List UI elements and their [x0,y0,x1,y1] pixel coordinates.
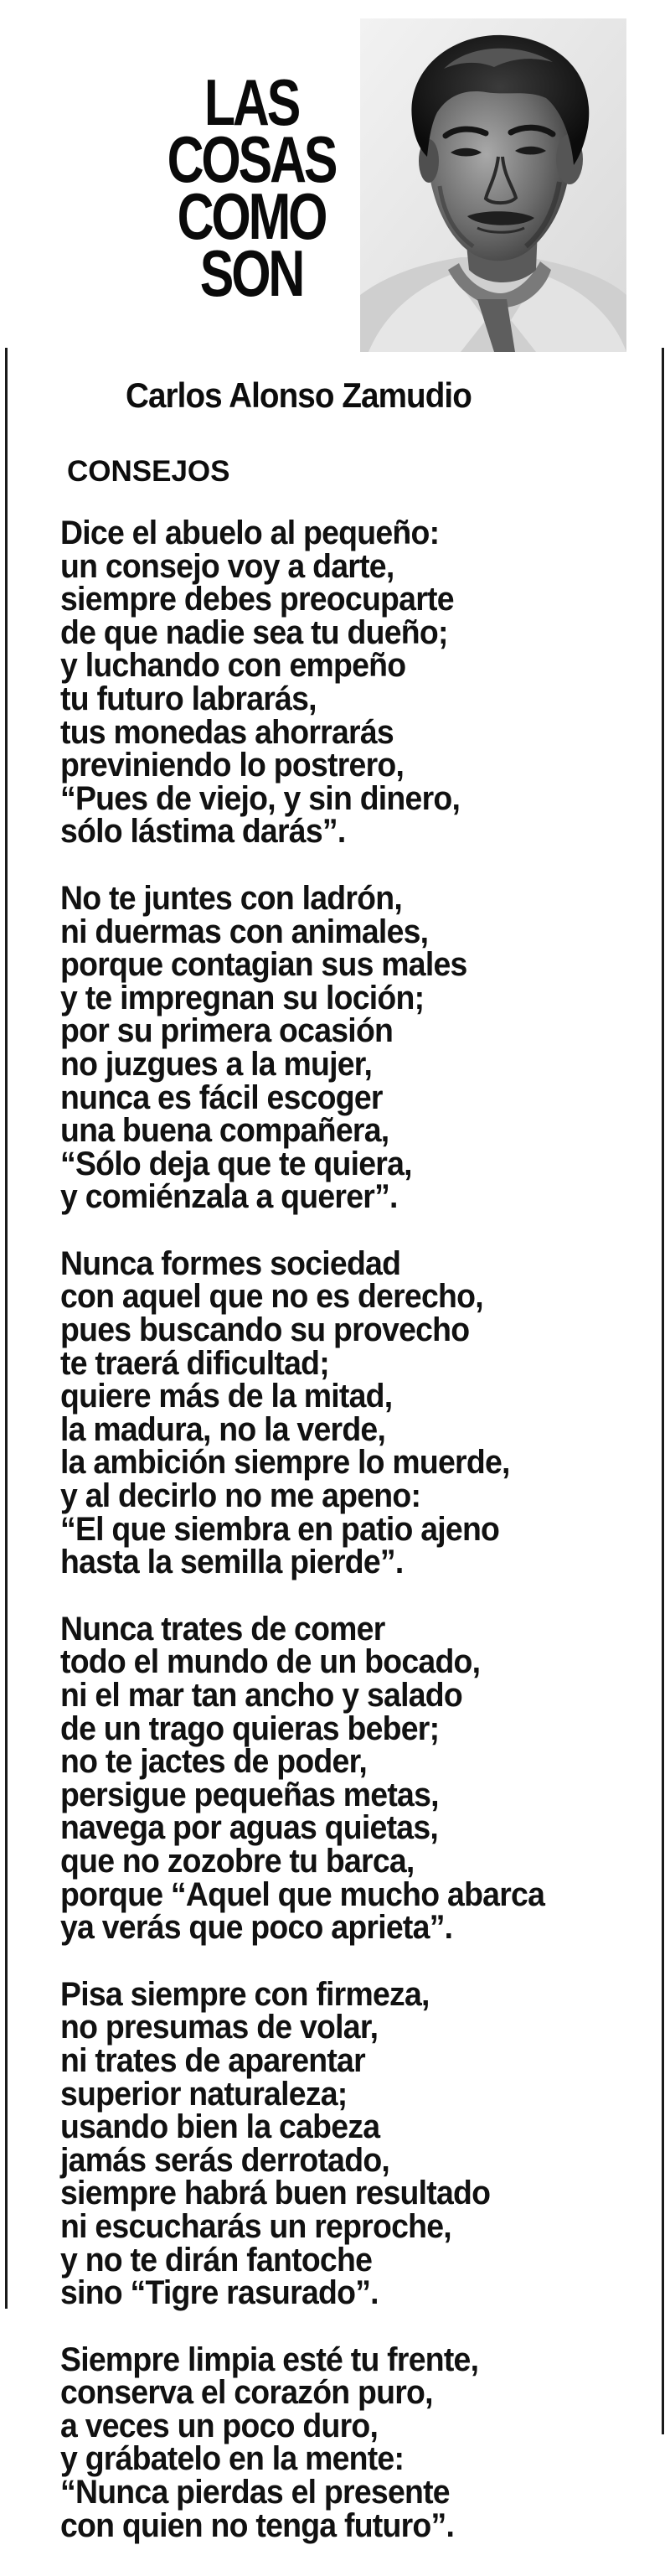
verse-line: quiere más de la mitad, [60,1378,393,1415]
verse-line: Siempre limpia esté tu frente, [60,2341,479,2378]
verse-line: pues buscando su provecho [60,1311,470,1349]
verse-line: hasta la semilla pierde”. [60,1544,404,1581]
author-byline: Carlos Alonso Zamudio [126,375,472,415]
stanza [60,517,655,849]
verse-line: a veces un poco duro, [60,2407,379,2444]
verse-line: con aquel que no es derecho, [60,1278,483,1316]
stanza [60,1610,655,1947]
verse-line: nunca es fácil escoger [60,1079,383,1116]
verse-line: Dice el abuelo al pequeño: [60,515,440,551]
masthead-line: LAS [204,65,299,139]
poem-title: CONSEJOS [67,455,230,488]
stanza [60,1244,655,1581]
verse-line: por su primera ocasión [60,1012,394,1050]
verse-line: ni el mar tan ancho y salado [60,1677,462,1714]
verse-line: porque contagian sus males [60,946,467,984]
verse-line: siempre debes preocuparte [60,581,454,618]
verse-line: usando bien la cabeza [60,2108,380,2146]
verse-line: superior naturaleza; [60,2075,348,2113]
verse-line: “El que siembra en patio ajeno [60,1510,500,1548]
verse-line: que no zozobre tu barca, [60,1842,415,1880]
verse-line: tu futuro labrarás, [60,680,317,717]
verse-line: jamás serás derrotado, [60,2141,390,2179]
column-rule-left [5,348,8,2309]
verse-line: persigue pequeñas metas, [60,1776,439,1813]
stanza [60,879,655,1216]
verse-line: ni trates de aparentar [60,2041,365,2079]
masthead-line: SON [199,236,303,310]
masthead-line: COMO [177,179,326,253]
verse-line: conserva el corazón puro, [60,2374,433,2412]
verse-line: previniendo lo postrero, [60,747,405,784]
column-masthead [153,65,349,310]
poem-body [60,517,655,2576]
verse-line: y grábatelo en la mente: [60,2440,405,2478]
verse-line: con quien no tenga futuro”. [60,2506,455,2544]
verse-line: porque “Aquel que mucho abarca [60,1875,545,1913]
stanza [60,1975,655,2312]
verse-line: sino “Tigre rasurado”. [60,2274,379,2312]
verse-line: “Sólo deja que te quiera, [60,1145,412,1182]
verse-line: un consejo voy a darte, [60,547,394,585]
stanza [60,2341,655,2544]
verse-line: ya verás que poco aprieta”. [60,1909,453,1947]
verse-line: “Pues de viejo, y sin dinero, [60,779,461,817]
verse-line: no presumas de volar, [60,2009,379,2046]
verse-line: No te juntes con ladrón, [60,879,403,917]
verse-line: de que nadie sea tu dueño; [60,613,448,651]
verse-line: de un trago quieras beber; [60,1710,440,1747]
verse-line: la madura, no la verde, [60,1410,386,1448]
verse-line: no juzgues a la mujer, [60,1045,373,1083]
verse-line: y te impregnan su loción; [60,979,425,1016]
verse-line: Nunca trates de comer [60,1610,385,1648]
verse-line: ni escucharás un reproche, [60,2207,451,2245]
verse-line: te traerá dificultad; [60,1344,329,1382]
verse-line: y comiénzala a querer”. [60,1178,398,1216]
verse-line: y al decirlo no me apeno: [60,1477,421,1515]
verse-line: siempre habrá buen resultado [60,2175,491,2212]
author-portrait [360,18,626,352]
verse-line: sólo lástima darás”. [60,813,346,851]
column-rule-right [662,348,664,2434]
verse-line: todo el mundo de un bocado, [60,1643,481,1681]
verse-line: y no te dirán fantoche [60,2241,373,2279]
verse-line: la ambición siempre lo muerde, [60,1444,510,1482]
masthead-line: COSAS [167,122,336,196]
verse-line: Pisa siempre con firmeza, [60,1975,430,2013]
verse-line: ni duermas con animales, [60,913,429,950]
verse-line: y luchando con empeño [60,647,406,685]
verse-line: Nunca formes sociedad [60,1244,401,1282]
verse-line: no te jactes de poder, [60,1743,367,1781]
verse-line: “Nunca pierdas el presente [60,2474,450,2511]
verse-line: una buena compañera, [60,1112,389,1150]
verse-line: navega por aguas quietas, [60,1809,439,1847]
verse-line: tus monedas ahorrarás [60,713,394,751]
